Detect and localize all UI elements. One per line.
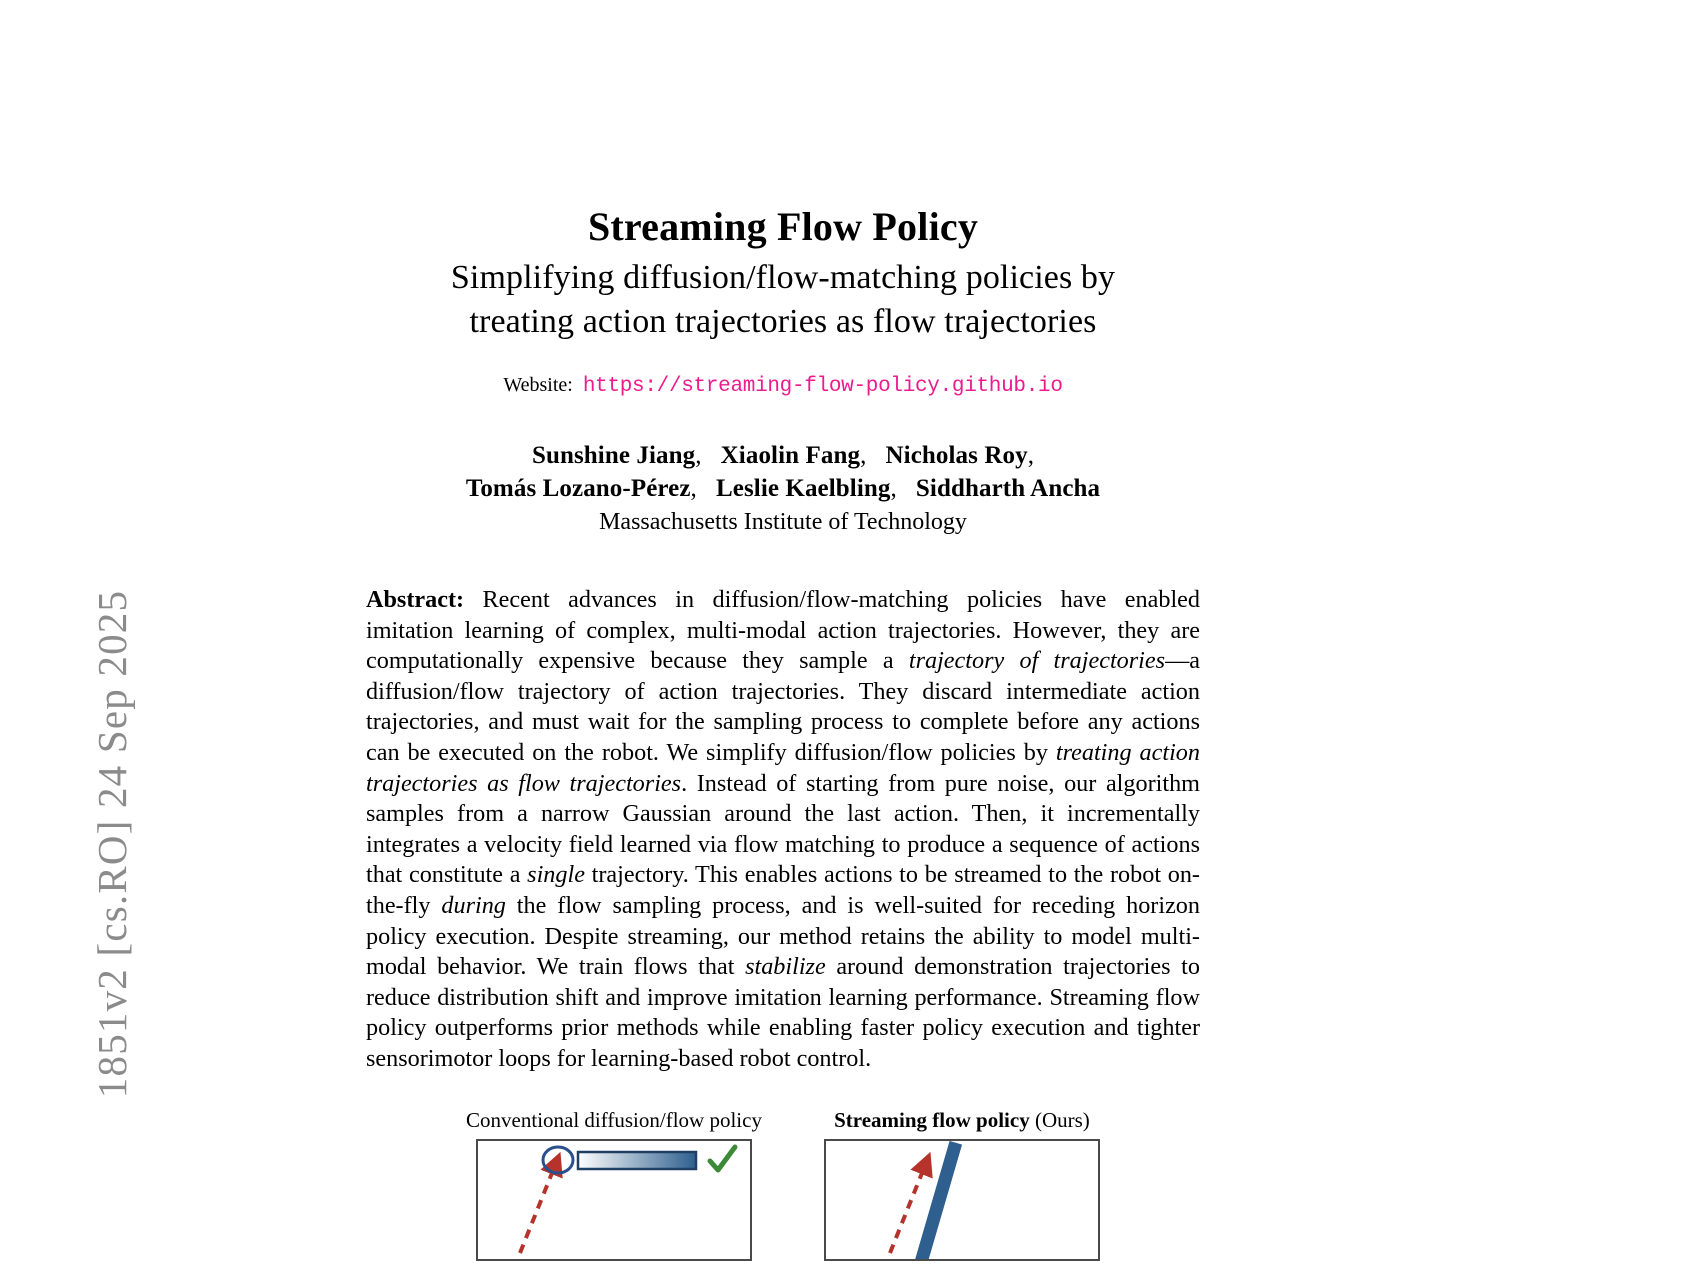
subtitle-line-2: treating action trajectories as flow trajectories bbox=[469, 302, 1097, 340]
abstract-span: . Instead of starting from pure noise, our algorithm samples from a narrow Gaussian around the last action. Then, it incrementally integrates a velocity field learned via flow matching to produce a sequence of actions that constitute a bbox=[366, 769, 1200, 889]
abstract-emphasis: stabilize bbox=[745, 953, 826, 981]
author-name: Sunshine Jiang bbox=[531, 442, 696, 469]
blue-circle-highlight bbox=[543, 1147, 573, 1173]
teaser-figure bbox=[366, 1108, 1200, 1261]
author-line-2 bbox=[366, 473, 1200, 506]
dashed-red-arrow bbox=[890, 1163, 926, 1253]
page-title: Streaming Flow Policy bbox=[587, 204, 979, 249]
affiliation: Massachusetts Institute of Technology bbox=[599, 509, 967, 535]
figure-panel-streaming bbox=[824, 1108, 1100, 1261]
figure-box-streaming bbox=[824, 1139, 1100, 1261]
subtitle-line-1: Simplifying diffusion/flow-matching policies by bbox=[450, 258, 1116, 296]
author-name: Siddharth Ancha bbox=[915, 474, 1101, 502]
page-subtitle bbox=[366, 256, 1200, 344]
abstract-emphasis: treating action trajectories as flow trajectories bbox=[366, 738, 1200, 797]
website-line bbox=[366, 373, 1200, 399]
author-name: Xiaolin Fang bbox=[720, 442, 861, 469]
author-separator: , bbox=[695, 442, 702, 469]
abstract-emphasis: during bbox=[441, 891, 506, 919]
abstract-emphasis: trajectory of trajectories bbox=[908, 647, 1166, 675]
figure-caption-right-bold: Streaming flow policy bbox=[834, 1108, 1030, 1132]
figure-caption-left: Conventional diffusion/flow policy bbox=[466, 1108, 762, 1132]
website-label: Website: bbox=[503, 374, 573, 396]
abstract-span: trajectory. This enables actions to be streamed to the robot on-the-fly bbox=[366, 861, 1200, 919]
abstract-span: the flow sampling process, and is well-suited for receding horizon policy execution. Despite streaming, our method retains the ability to model multi-modal behavior. We train flows that bbox=[366, 891, 1200, 981]
dashed-red-arrow bbox=[520, 1163, 556, 1253]
abstract-span: —a diffusion/flow trajectory of action trajectories. They discard intermediate action trajectories, and must wait for the sampling process to complete before any actions can be executed on the robot. We simplify diffusion/flow policies by bbox=[366, 647, 1200, 766]
arxiv-identifier-stamp: 1851v2 [cs.RO] 24 Sep 2025 bbox=[89, 589, 135, 1099]
author-separator: , bbox=[860, 442, 867, 469]
abstract-block bbox=[366, 585, 1200, 1075]
abstract-span: around demonstration trajectories to reduce distribution shift and improve imitation learning performance. Streaming flow policy outperforms prior methods while enabling faster policy execution and tighter sensorimotor loops for learning-based robot control. bbox=[366, 953, 1200, 1072]
abstract-body bbox=[366, 586, 1200, 1072]
author-line-1 bbox=[366, 440, 1200, 473]
figure-caption-right-rest: (Ours) bbox=[1029, 1108, 1090, 1132]
gradient-bar bbox=[578, 1152, 696, 1169]
figure-caption-right bbox=[834, 1108, 1090, 1132]
figure-panel-conventional bbox=[466, 1108, 762, 1261]
author-separator: , bbox=[690, 474, 697, 502]
figure-box-conventional bbox=[476, 1139, 752, 1261]
streaming-policy-diagram bbox=[826, 1141, 1098, 1259]
author-name: Tomás Lozano-Pérez bbox=[465, 474, 691, 502]
author-name: Leslie Kaelbling bbox=[715, 474, 891, 502]
author-separator: , bbox=[890, 474, 897, 502]
authors-block bbox=[366, 440, 1200, 538]
conventional-policy-diagram bbox=[478, 1141, 750, 1259]
abstract-emphasis: single bbox=[527, 861, 585, 889]
abstract-span: Recent advances in diffusion/flow-matching policies have enabled imitation learning of complex, multi-modal action trajectories. However, they are computationally expensive because they sample a bbox=[366, 586, 1200, 675]
author-name: Nicholas Roy bbox=[885, 442, 1028, 469]
blue-stream-band bbox=[922, 1149, 954, 1259]
figure-row bbox=[366, 1108, 1200, 1261]
title-block bbox=[366, 205, 1200, 344]
green-check-icon bbox=[710, 1147, 735, 1170]
abstract-text bbox=[366, 585, 1200, 1075]
author-separator: , bbox=[1027, 442, 1035, 469]
website-url-link[interactable]: https://streaming-flow-policy.github.io bbox=[582, 375, 1063, 398]
abstract-label: Abstract: bbox=[366, 586, 465, 613]
